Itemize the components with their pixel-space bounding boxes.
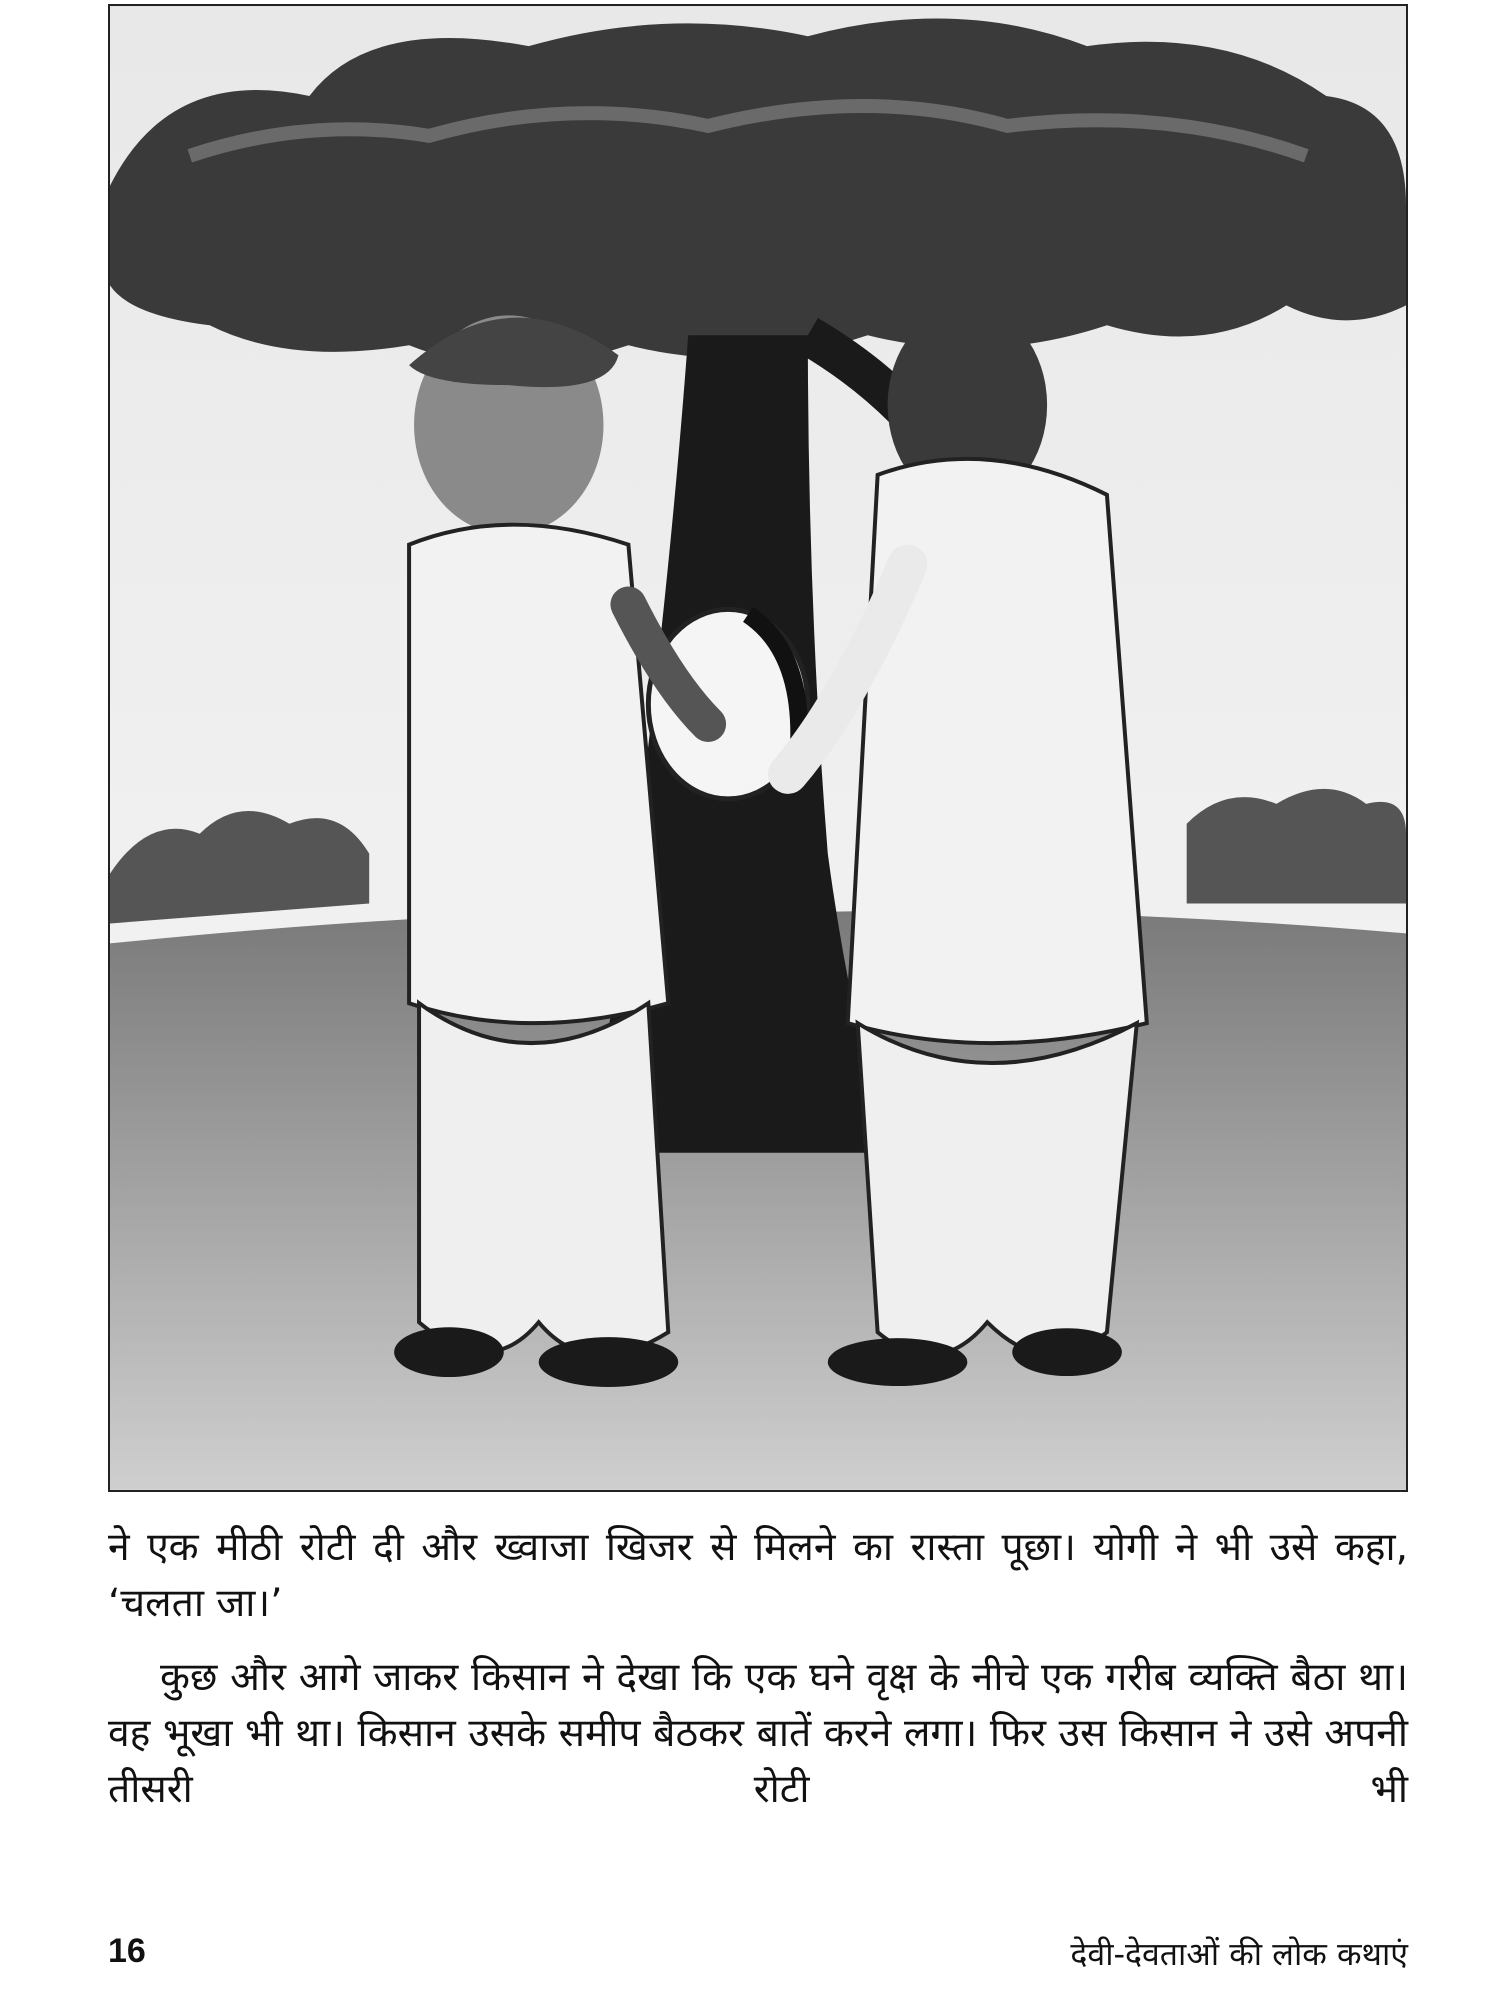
- story-illustration: [108, 4, 1408, 1492]
- paragraph-2: कुछ और आगे जाकर किसान ने देखा कि एक घने वृक्ष के नीचे एक गरीब व्यक्ति बैठा था। वह भूखा भी था। किसान उसके समीप बैठकर बातें करने लगा। फिर उस किसान ने उसे अपनी तीसरी रोटी भी: [108, 1655, 1408, 1812]
- running-title: देवी-देवताओं की लोक कथाएं: [1070, 1935, 1408, 1973]
- paragraph-1: ने एक मीठी रोटी दी और ख्वाजा खिजर से मिलने का रास्ता पूछा। योगी ने भी उसे कहा, ‘चलता जा।’: [108, 1525, 1408, 1626]
- page-number: 16: [108, 1932, 146, 1970]
- story-text: [108, 1520, 1408, 1818]
- page-footer: [108, 1932, 1408, 1982]
- two-men-under-tree-icon: [110, 6, 1406, 1490]
